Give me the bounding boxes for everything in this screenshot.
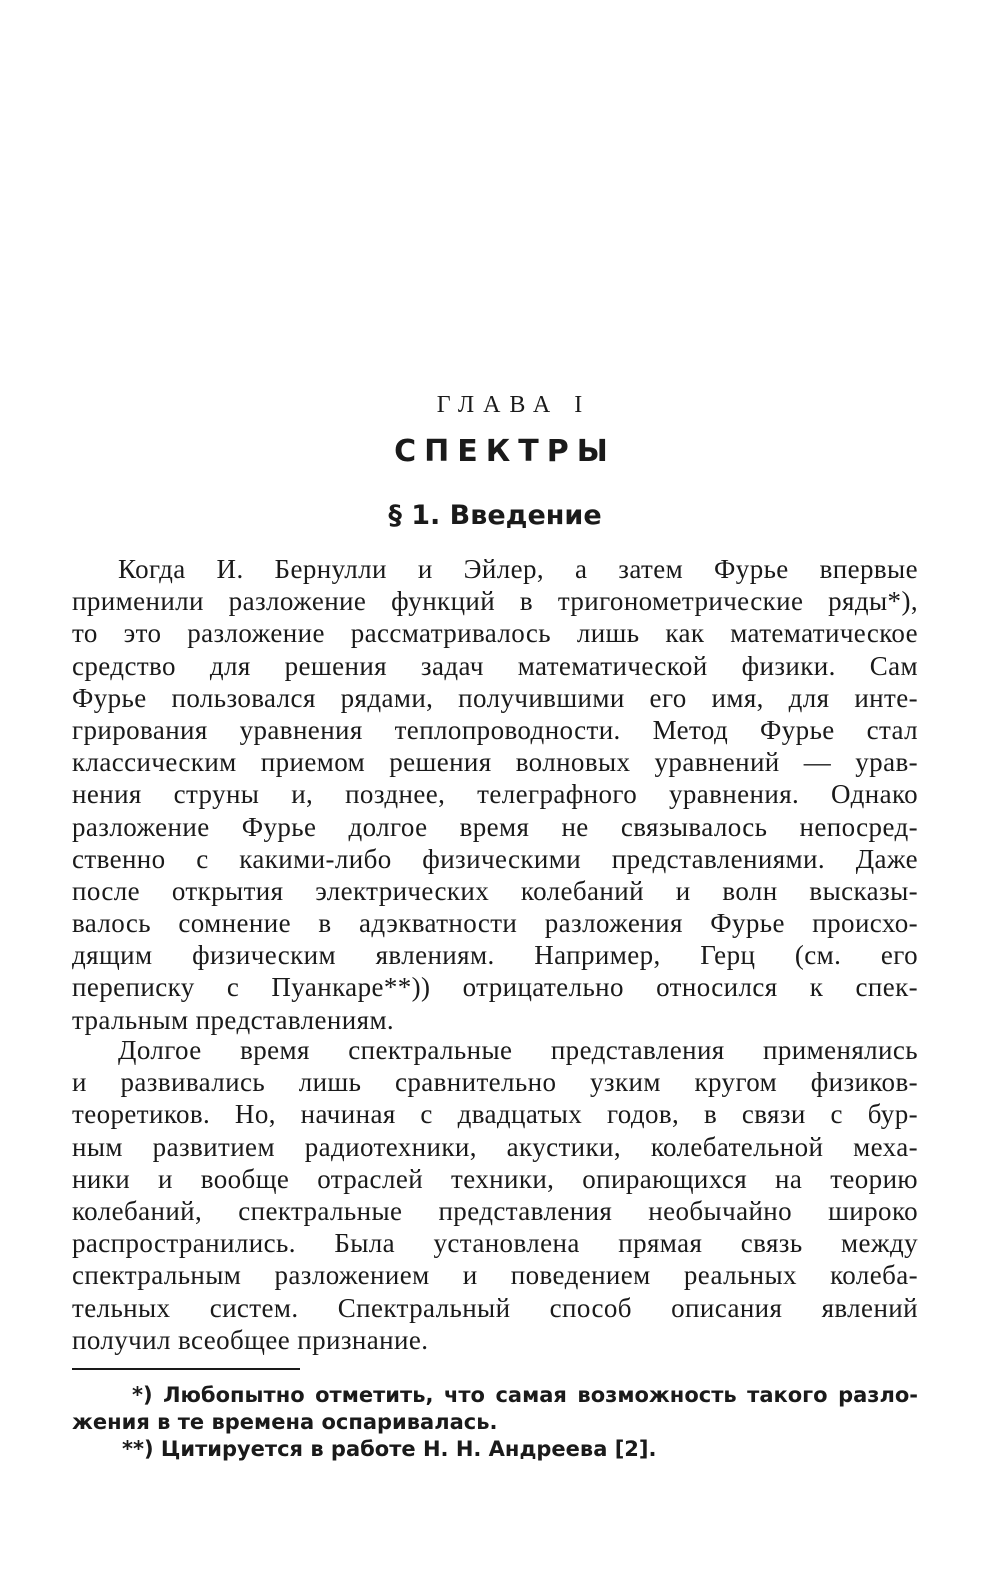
paragraph-line: после открытия электрических колебаний и волн высказы- <box>72 875 918 906</box>
paragraph-line: Долгое время спектральные представления применялись <box>118 1035 918 1065</box>
paragraph-line: применили разложение функций в тригонометрические ряды*), <box>72 586 918 617</box>
section-title: § 1. Введение <box>388 500 602 531</box>
paragraph-line: валось сомнение в адэкватности разложения Фурье происхо- <box>72 908 918 939</box>
footnote-line: **) Цитируется в работе Н. Н. Андреева [2]. <box>122 1437 657 1461</box>
paragraph-line: спектральным разложением и поведением реальных колеба- <box>72 1260 918 1291</box>
paragraph-line: грирования уравнения теплопроводности. Метод Фурье стал <box>72 714 918 745</box>
paragraph-line: ники и вообще отраслей техники, опирающихся на теорию <box>72 1163 918 1194</box>
chapter-title: СПЕКТРЫ <box>394 434 616 469</box>
paragraph-line: средство для решения задач математической физики. Сам <box>72 650 918 681</box>
paragraph-line: нения струны и, позднее, телеграфного уравнения. Однако <box>72 779 918 810</box>
paragraph-line: разложение Фурье долгое время не связывалось непосред- <box>72 811 918 842</box>
paragraph-line: то это разложение рассматривалось лишь как математическое <box>72 618 918 649</box>
paragraph-line: Фурье пользовался рядами, получившими его имя, для инте- <box>72 682 918 713</box>
paragraph-line: и развивались лишь сравнительно узким кругом физиков- <box>72 1067 918 1098</box>
paragraph-line: получил всеобщее признание. <box>72 1324 429 1355</box>
paragraph-line: колебаний, спектральные представления необычайно широко <box>72 1195 918 1226</box>
chapter-label: ГЛАВА I <box>436 392 592 418</box>
paragraph-line: тельных систем. Спектральный способ описания явлений <box>72 1292 918 1323</box>
footnote-line: жения в те времена оспаривалась. <box>72 1410 498 1434</box>
paragraph-line: ственно с какими-либо физическими представлениями. Даже <box>72 843 918 874</box>
paragraph-line: Когда И. Бернулли и Эйлер, а затем Фурье впервые <box>118 554 918 584</box>
paragraph-line: ным развитием радиотехники, акустики, колебательной меха- <box>72 1131 918 1162</box>
paragraph-line: распространились. Была установлена прямая связь между <box>72 1228 918 1259</box>
paragraph-line: классическим приемом решения волновых уравнений — урав- <box>72 747 918 778</box>
paragraph-2 <box>72 1034 918 1356</box>
paragraph-line: дящим физическим явлениям. Например, Герц (см. его <box>72 940 918 971</box>
footnote-line: *) Любопытно отметить, что самая возможность такого разло- <box>132 1383 918 1407</box>
paragraph-line: переписку с Пуанкаре**)) отрицательно относился к спек- <box>72 972 918 1003</box>
paragraph-line: теоретиков. Но, начиная с двадцатых годов, в связи с бур- <box>72 1099 918 1130</box>
paragraph-line: тральным представлениям. <box>72 1004 395 1035</box>
footnote-divider <box>72 1368 300 1370</box>
paragraph-1 <box>72 553 918 1036</box>
footnotes <box>72 1382 918 1463</box>
